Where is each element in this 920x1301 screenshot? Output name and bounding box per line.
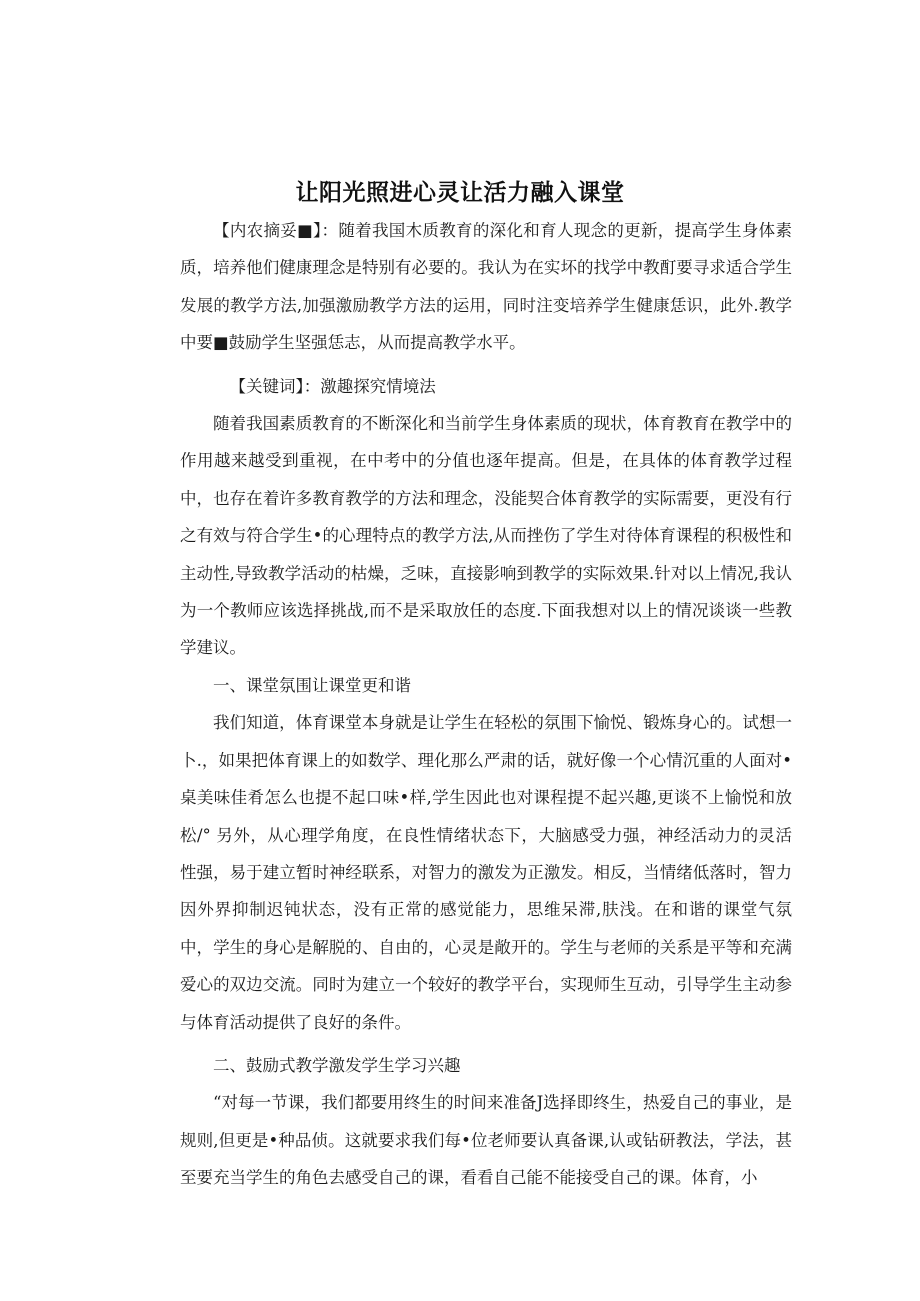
section-2-paragraph: “对每一节课，我们都要用终生的时间来准备J选择即终生，热爱自己的事业，是规则,但更是•种品侦。这就要求我们每•位老师要认真备课,认或钻研教法，学法，甚至要充当学生的角色去感受自己的课，看看自己能不能接受自己的课。体育，小 <box>180 1093 792 1188</box>
intro-paragraph: 随着我国素质教育的不断深化和当前学生身体素质的现状，体育教育在教学中的作用越来越受到重视，在中考中的分值也逐年提高。但是，在具体的体育教学过程中，也存在着许多教育教学的方法和理念，没能契合体育教学的实际需要，更没有行之有效与符合学生•的心理特点的教学方法,从而挫伤了学生对待体育课程的积极性和主动性,导致教学活动的枯燥，乏味，直接影响到教学的实际效果.针对以上情况,我认为一个教师应该选择挑战,而不是采取放任的态度.下面我想对以上的情况谈谈一些教学建议。 <box>180 414 792 658</box>
keywords-paragraph: 【关键词】：激趣探究情境法 <box>229 376 436 396</box>
document-title: 让阳光照进心灵让活力融入课堂 <box>295 180 625 206</box>
section-heading-2: 二、鼓励式教学激发学生学习兴趣 <box>213 1055 461 1075</box>
document-body <box>180 212 792 1197</box>
section-1-paragraph: 我们知道，体育课堂本身就是让学生在轻松的氛围下愉悦、锻炼身心的。试想一卜.，如果把体育课上的如数学、理化那么严肃的话，就好像一个心情沉重的人面对•桌美味佳肴怎么也提不起口味•样,学生因此也对课程提不起兴趣,更谈不上愉悦和放松/° 另外，从心理学角度，在良性情绪状态下，大脑感受力强，神经活动力的灵活性强，易于建立暂时神经联系，对智力的激发为正激发。相反，当情绪低落时，智力因外界抑制迟钝状态，没有正常的感觉能力，思维呆滞,肤浅。在和谐的课堂气氛中，学生的身心是解脱的、自由的，心灵是敞开的。学生与老师的关系是平等和充满爱心的双边交流。同时为建立一个较好的教学平台，实现师生互动，引导学生主动参与体育活动提供了良好的条件。 <box>180 713 792 1032</box>
abstract-paragraph: 【内农摘妥■】：随着我国木质教育的深化和育人现念的更新，提高学生身体素质，培养他们健康理念是特别有必要的。我认为在实坏的找学中教酊要寻求适合学生发展的教学方法,加强激励教学方法的运用，同时注变培养学生健康恁识，此外.教学中要■鼓励学生坚强恁志，从而提高教学水平。 <box>180 221 792 353</box>
section-heading-1: 一、课堂氛围让课堂更和谐 <box>213 675 411 695</box>
